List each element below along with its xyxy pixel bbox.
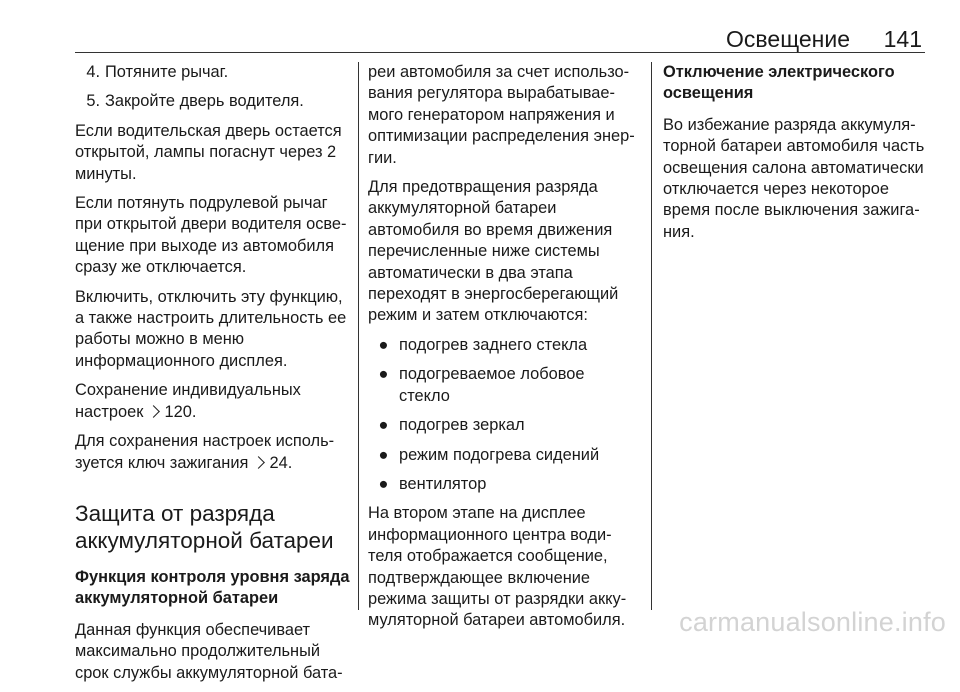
- page-ref[interactable]: 120.: [164, 402, 197, 421]
- bullet-item: [368, 335, 638, 356]
- paragraph-text: Сохранение индивидуальных настроек: [75, 381, 301, 421]
- step-text: Закройте дверь водителя.: [105, 92, 304, 111]
- step-number: 4.: [86, 63, 100, 81]
- paragraph: Если потянуть подрулевой рычаг при открытой двери водителя освещение при выходе из автомобиля сразу же отключается.: [75, 194, 347, 277]
- bullet-text: подогрев заднего стекла: [399, 335, 588, 354]
- paragraph: Во избежание разряда аккумуляторной батареи автомобиля часть освещения салона автоматически отключается через некоторое время после выключения зажигания.: [663, 115, 925, 241]
- bullet-icon: ●: [378, 445, 389, 464]
- bullet-icon: ●: [378, 335, 389, 354]
- paragraph-text: Для сохранения настроек используется ключ зажигания: [75, 432, 335, 472]
- paragraph: На втором этапе на дисплее информационного центра водителя отображается сообщение, подтверждающее включение режима защиты от разрядки аккумуляторной батареи автомобиля.: [368, 504, 627, 630]
- paragraph-with-ref: [75, 431, 350, 474]
- header-rule: [75, 52, 925, 53]
- bullet-item: [368, 445, 638, 466]
- paragraph: Включить, отключить эту функцию, а также настроить длительность ее работы можно в меню информационного дисплея.: [75, 287, 347, 370]
- bullet-item: [368, 474, 638, 495]
- section-heading: Защита от разряда аккумуляторной батареи: [75, 500, 334, 553]
- subsection-heading: Функция контроля уровня заряда аккумуляторной батареи: [75, 567, 350, 608]
- section-title: Освещение: [726, 26, 850, 52]
- column-2: [368, 62, 638, 640]
- step-text: Потяните рычаг.: [105, 63, 229, 81]
- paragraph: Для предотвращения разряда аккумуляторной батареи автомобиля во время движения перечисленные ниже системы автоматически в два этапа переходят в энергосберегающий режим и затем отключаются:: [368, 178, 619, 325]
- step-number: 5.: [86, 92, 100, 111]
- column-divider-2: [651, 62, 652, 610]
- page-ref[interactable]: 24.: [269, 453, 293, 472]
- page-ref-arrow-icon: [147, 405, 160, 418]
- bullet-text: подогрев зеркал: [399, 416, 525, 435]
- bullet-icon: ●: [378, 416, 389, 435]
- step-item: [75, 62, 350, 83]
- column-3: [663, 62, 925, 251]
- bullet-text: вентилятор: [399, 474, 487, 493]
- paragraph: Данная функция обеспечивает максимально продолжительный срок службы аккумуляторной бата-: [75, 620, 343, 682]
- paragraph-with-ref: [75, 380, 350, 423]
- column-divider-1: [358, 62, 359, 610]
- paragraph: Если водительская дверь остается открытой, лампы погаснут через 2 минуты.: [75, 121, 342, 183]
- page-ref-arrow-icon: [252, 456, 265, 469]
- paragraph: реи автомобиля за счет использования регулятора вырабатываемого генератором напряжения и оптимизации распределения энергии.: [368, 63, 635, 167]
- column-1: [75, 62, 350, 692]
- bullet-icon: ●: [378, 365, 389, 384]
- page-number: 141: [883, 26, 922, 52]
- step-item: [75, 91, 350, 112]
- watermark: carmanualsonline.info: [679, 607, 946, 637]
- bullet-icon: ●: [378, 474, 389, 493]
- bullet-text: подогреваемое лобовое стекло: [399, 365, 585, 405]
- bullet-item: [368, 415, 638, 436]
- section-heading: Отключение электрического освещения: [663, 63, 895, 103]
- bullet-item: [368, 364, 638, 407]
- bullet-text: режим подогрева сидений: [399, 445, 600, 464]
